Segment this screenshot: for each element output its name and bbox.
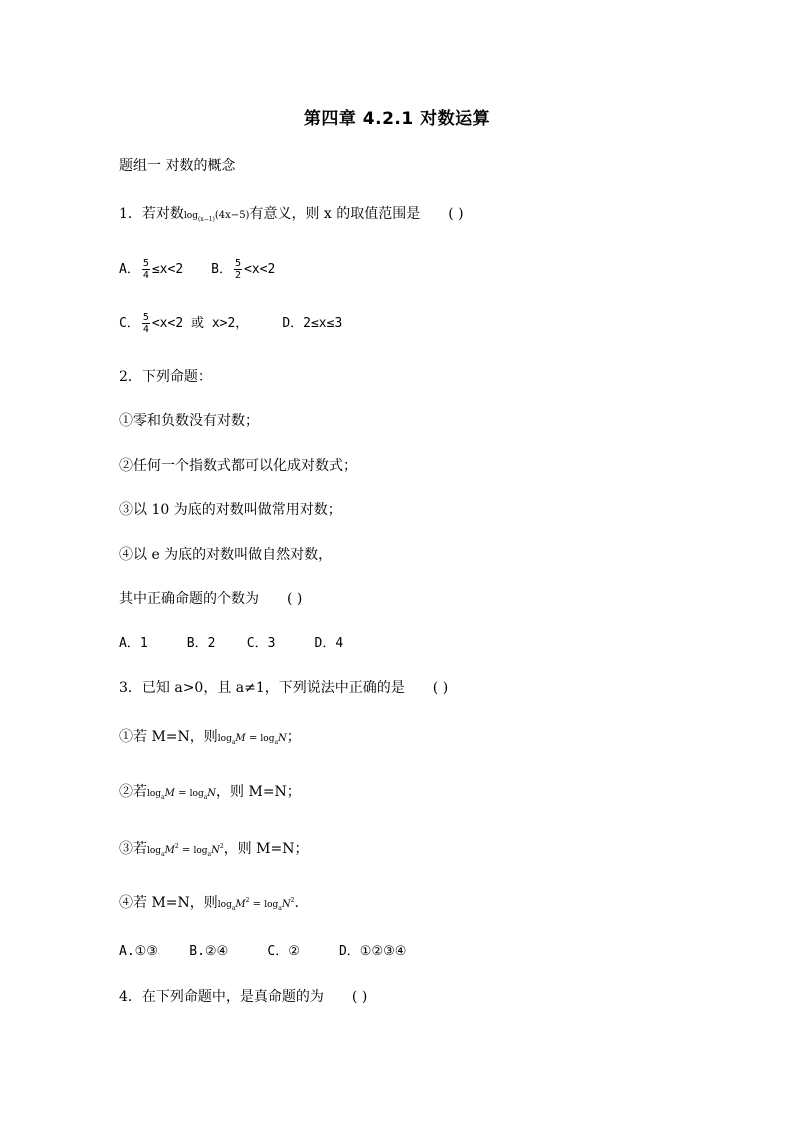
question-2-stem: 2．下列命题： [119, 369, 212, 385]
log-base: a [161, 794, 165, 801]
q1-log-base: (x−1) [197, 216, 215, 223]
q2-item: ①零和负数没有对数； [119, 413, 259, 429]
q1-log: log [183, 211, 198, 221]
q3-item-1 [119, 726, 301, 754]
math-eq: = [249, 899, 265, 910]
q2-item: ④以 e 为底的对数叫做自然对数， [119, 547, 333, 563]
math-var: M [164, 788, 175, 799]
q3-item-text: ，则 M=N； [223, 841, 309, 857]
q3-answer-paren: ( ) [432, 680, 449, 696]
q1-answer-paren: ( ) [448, 206, 464, 222]
q3-item-text: . [294, 895, 299, 911]
question-2-ask [119, 588, 302, 610]
q2-item: ③以 10 为底的对数叫做常用对数； [119, 502, 342, 518]
question-1-options-ab [119, 258, 275, 281]
q1-option-b-label: B． [211, 262, 232, 277]
section-heading: 题组一 对数的概念 [119, 158, 236, 174]
math-var: N [281, 899, 291, 910]
log-base: a [278, 905, 282, 912]
fraction-numerator: 5 [142, 312, 149, 323]
math-exponent: 2 [290, 897, 295, 904]
q4-stem-text: 4．在下列命题中，是真命题的为 [119, 989, 324, 1005]
q1-option-a-label: A． [119, 262, 140, 277]
q1-option-a-fraction [142, 258, 150, 281]
q3-item-3 [119, 836, 308, 866]
q1-option-c-fraction [142, 312, 150, 335]
fraction-numerator: 5 [142, 258, 149, 269]
question-1-options-cd [119, 312, 342, 335]
q1-option-d: D．2≤x≤3 [282, 316, 343, 331]
q2-ask-text: 其中正确命题的个数为 [119, 591, 259, 607]
q3-item-4 [119, 890, 299, 920]
fraction-denominator: 4 [142, 270, 149, 281]
math-eq: = [178, 845, 194, 856]
log-symbol: log [260, 734, 275, 744]
log-base: a [207, 851, 212, 858]
log-symbol: log [193, 846, 208, 856]
q1-post: 有意义，则 x 的取值范围是 [249, 206, 421, 222]
q2-item: ②任何一个指数式都可以化成对数式； [119, 458, 357, 474]
question-3-stem [119, 677, 448, 699]
question-2-options: A．1 B．2 C．3 D．4 [119, 636, 344, 651]
q3-item-text: ④若 M=N，则 [119, 895, 218, 911]
log-symbol: log [264, 900, 279, 910]
log-base: a [203, 794, 208, 801]
question-4-stem [119, 986, 367, 1008]
q2-answer-paren: ( ) [287, 591, 303, 607]
q1-option-c-tail: <x<2 或 x>2， [151, 316, 249, 331]
math-var: M [235, 899, 246, 910]
question-3-options: A.①③ B.②④ C．② D．①②③④ [119, 944, 407, 959]
q3-item-text: ，则 M=N； [216, 784, 301, 800]
fraction-numerator: 5 [235, 258, 242, 269]
log-symbol: log [147, 846, 162, 856]
log-symbol: log [217, 900, 232, 910]
math-exponent: 2 [245, 897, 250, 904]
math-var: N [207, 788, 217, 799]
q3-item-text: ； [286, 729, 301, 745]
log-symbol: log [189, 789, 204, 799]
log-base: a [231, 739, 236, 746]
q3-item-text: ②若 [119, 784, 147, 800]
q1-pre: 1．若对数 [119, 206, 184, 222]
page-title: 第四章 4.2.1 对数运算 [303, 109, 491, 129]
q1-option-c-label: C． [119, 316, 140, 331]
q1-option-b-tail: <x<2 [244, 262, 276, 277]
math-exponent: 2 [174, 843, 179, 850]
math-eq: = [174, 788, 190, 799]
q3-stem-text: 3．已知 a>0，且 a≠1，下列说法中正确的是 [119, 680, 405, 696]
log-base: a [231, 905, 236, 912]
math-var: M [164, 845, 175, 856]
q1-log-arg: (4x−5) [214, 210, 250, 221]
q4-answer-paren: ( ) [351, 989, 368, 1005]
q3-item-text: ①若 M=N，则 [119, 729, 218, 745]
question-1-stem [119, 203, 464, 231]
q3-item-2 [119, 781, 301, 809]
log-base: a [161, 851, 165, 858]
q1-option-b-fraction [234, 258, 242, 281]
math-exponent: 2 [219, 843, 224, 850]
math-var: M [235, 733, 246, 744]
math-eq: = [245, 733, 261, 744]
q3-item-text: ③若 [119, 841, 147, 857]
math-var: N [278, 733, 287, 744]
log-base: a [274, 739, 279, 746]
log-symbol: log [217, 734, 232, 744]
fraction-denominator: 4 [142, 324, 149, 335]
fraction-denominator: 2 [235, 270, 242, 281]
log-symbol: log [147, 789, 162, 799]
q1-option-a-tail: ≤x<2 [151, 262, 184, 277]
math-var: N [211, 845, 220, 856]
